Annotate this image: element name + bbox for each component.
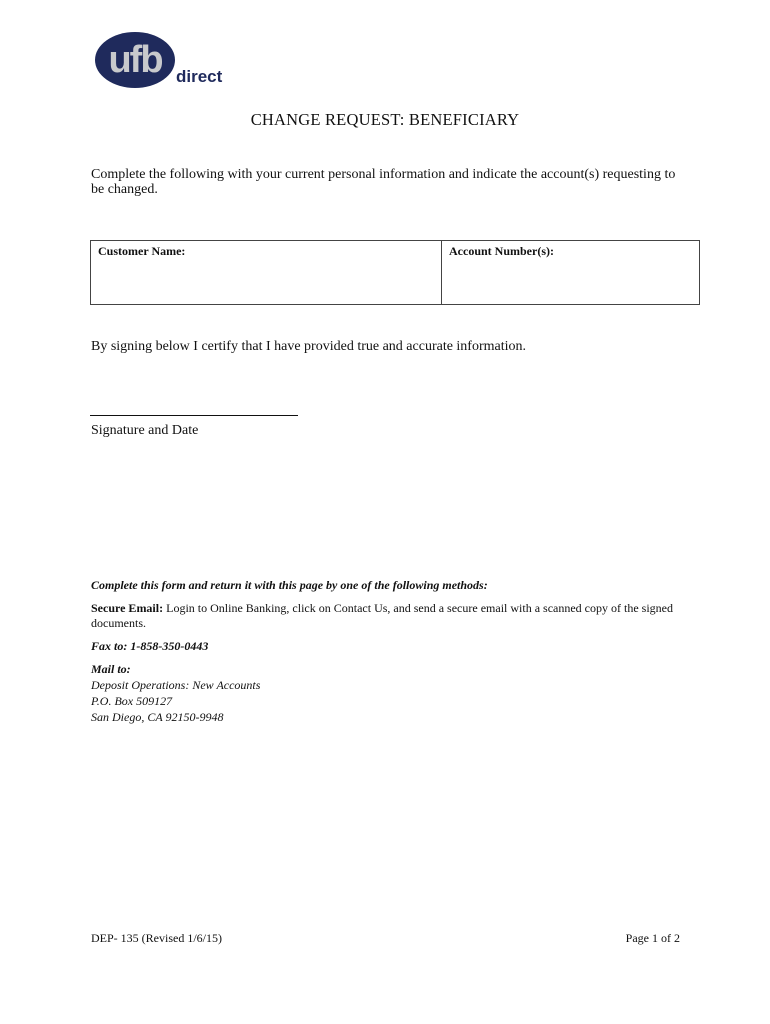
fax-instruction: Fax to: 1-858-350-0443 [91,639,209,653]
ufb-direct-logo [94,28,254,92]
account-numbers-field[interactable] [449,263,692,303]
customer-name-field[interactable] [98,263,434,303]
mail-instruction [91,661,260,725]
mail-line: Deposit Operations: New Accounts [91,678,261,692]
signature-label: Signature and Date [91,423,199,438]
page-title: CHANGE REQUEST: BENEFICIARY [250,110,520,129]
account-numbers-label: Account Number(s): [449,244,554,258]
customer-name-cell[interactable] [91,241,442,304]
page-number: Page 1 of 2 [625,931,680,945]
form-id: DEP- 135 (Revised 1/6/15) [91,931,222,945]
certify-statement: By signing below I certify that I have provided true and accurate information. [91,339,527,354]
customer-name-label: Customer Name: [98,244,186,258]
account-numbers-cell[interactable] [442,241,699,304]
customer-info-table [90,240,700,305]
logo-sub-text: direct [176,67,223,86]
secure-email-text: Login to Online Banking, click on Contact Us, and send a secure email with a scanned copy of the signed documents. [91,601,673,630]
return-methods-heading: Complete this form and return it with this page by one of the following methods: [91,578,488,592]
mail-label: Mail to: [91,662,131,676]
mail-line: San Diego, CA 92150-9948 [91,710,224,724]
signature-line[interactable] [90,415,298,416]
intro-text: Complete the following with your current personal information and indicate the account(s) requesting to be changed. [91,167,676,197]
secure-email-instruction [91,601,691,631]
logo-mark-text: ufb [108,39,162,81]
mail-line: P.O. Box 509127 [91,694,173,708]
secure-email-label: Secure Email: [91,601,164,615]
